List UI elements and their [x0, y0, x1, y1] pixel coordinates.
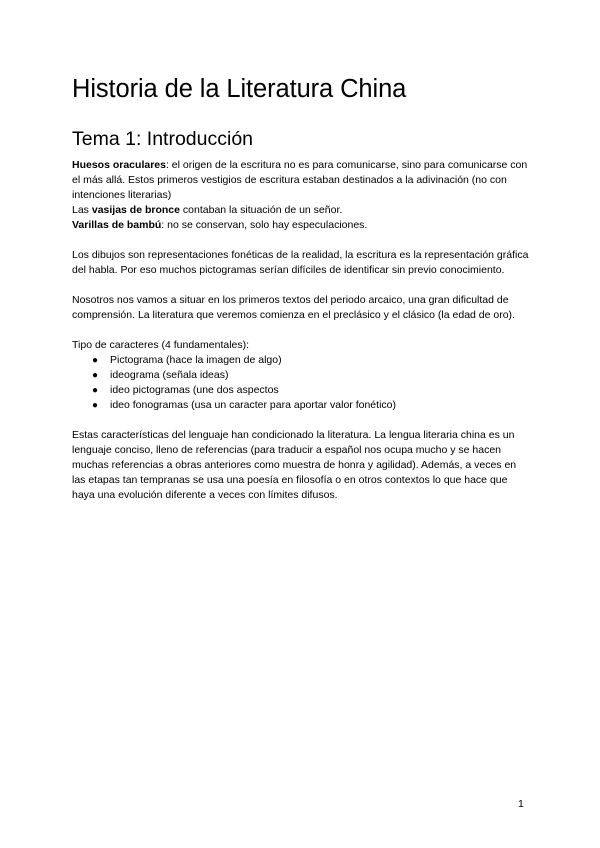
- bullet-icon: ●: [92, 385, 99, 396]
- paragraph-language-characteristics: Estas características del lenguaje han condicionado la literatura. La lengua literaria china es un lenguaje conciso, lleno de referencias (para traducir a español nos ocupa mucho y se hacen muchas referencias a obras anteriores como muestra de honra y agilidad). Además, a veces en las etapas tan tempranas se usa una poesía en filosofía o en otros contextos lo que hace que haya una evolución diferente a veces con límites difusos.: [72, 429, 517, 501]
- oracle-bones-text: : el origen de la escritura no es para comunicarse, sino para comunicarse con el más allá. Estos primeros vestigios de escritura estaban destinados a la adivinación (no con intenciones literarias): [72, 159, 528, 201]
- list-item-text: ideo pictogramas (une dos aspectos: [110, 384, 279, 396]
- paragraph-drawings: Los dibujos son representaciones fonéticas de la realidad, la escritura es la representación gráfica del habla. Por eso muchos pictogramas serían difíciles de identificar sin previo conocimiento.: [72, 249, 529, 276]
- page-number: 1: [518, 798, 524, 810]
- paragraph-gap: [72, 233, 532, 248]
- term-bamboo-slips: Varillas de bambú: [72, 219, 162, 231]
- list-item: [92, 383, 532, 398]
- term-oracle-bones: Huesos oraculares: [72, 159, 166, 171]
- paragraph-oracle-bones: [72, 158, 532, 203]
- list-item-text: ideograma (señala ideas): [110, 369, 229, 381]
- section-title: Tema 1: Introducción: [72, 128, 254, 150]
- paragraph-bronze-vessels: [72, 203, 532, 218]
- character-types-list: [72, 353, 532, 413]
- list-item-text: ideo fonogramas (usa un caracter para aportar valor fonético): [110, 399, 396, 411]
- paragraph-gap: [72, 323, 532, 338]
- bronze-vessels-text: contaban la situación de un señor.: [180, 204, 343, 216]
- document-body: [72, 158, 532, 503]
- bullet-icon: ●: [92, 355, 99, 366]
- bullet-icon: ●: [92, 400, 99, 411]
- bronze-vessels-prefix: Las: [72, 204, 92, 216]
- list-item: [92, 353, 532, 368]
- paragraph-gap: [72, 278, 532, 293]
- paragraph-bamboo-slips: [72, 218, 532, 233]
- document-title: Historia de la Literatura China: [72, 75, 407, 103]
- paragraph-gap: [72, 413, 532, 428]
- list-item: [92, 368, 532, 383]
- list-item-text: Pictograma (hace la imagen de algo): [110, 354, 282, 366]
- bamboo-slips-text: : no se conservan, solo hay especulaciones.: [161, 219, 368, 231]
- paragraph-archaic-period: Nosotros nos vamos a situar en los primeros textos del periodo arcaico, una gran dificultad de comprensión. La literatura que veremos comienza en el preclásico y el clásico (la edad de oro).: [72, 294, 515, 321]
- character-types-intro: Tipo de caracteres (4 fundamentales):: [72, 339, 250, 351]
- list-item: [92, 398, 532, 413]
- term-bronze-vessels: vasijas de bronce: [91, 204, 180, 216]
- bullet-icon: ●: [92, 370, 99, 381]
